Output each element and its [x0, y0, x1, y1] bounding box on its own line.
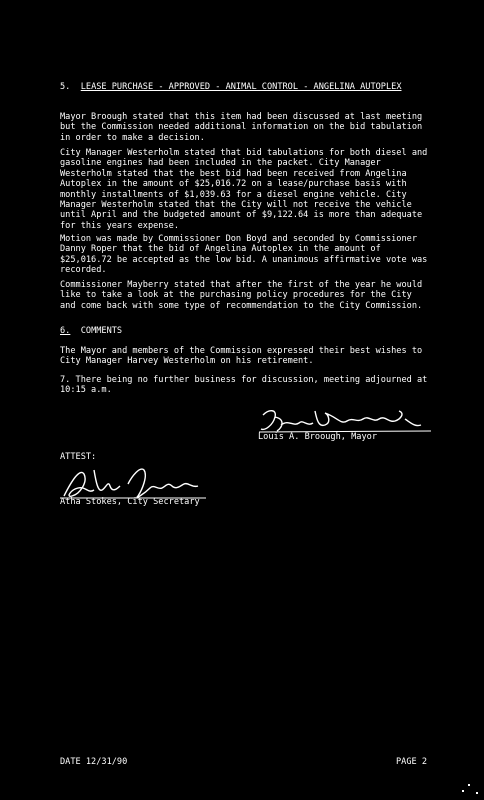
- section-6-heading: [60, 326, 432, 336]
- scan-speck: [468, 784, 470, 786]
- footer-page-number: PAGE 2: [396, 757, 428, 767]
- mayor-name: Louis A. Broough, Mayor: [258, 432, 377, 442]
- section-5-heading: [60, 82, 432, 92]
- section-5-title: LEASE PURCHASE - APPROVED - ANIMAL CONTROL - ANGELINA AUTOPLEX: [80, 82, 402, 92]
- section-5-number: 5.: [60, 82, 71, 92]
- paragraph-mayor-statement: Mayor Broough stated that this item had been discussed at last meeting but the Commission needed additional information on the bid tabulation in order to make a decision.: [60, 112, 428, 143]
- attest-label: ATTEST:: [60, 452, 97, 462]
- paragraph-comments: The Mayor and members of the Commission expressed their best wishes to City Manager Harvey Westerholm on his retirement.: [60, 346, 428, 367]
- paragraph-motion: Motion was made by Commissioner Don Boyd and seconded by Commissioner Danny Roper that the bid of Angelina Autoplex in the amount of $25,016.72 be accepted as the low bid. A unanimous affirmative vote was recorded.: [60, 234, 433, 276]
- paragraph-commissioner-mayberry: Commissioner Mayberry stated that after the first of the year he would like to take a look at the purchasing policy procedures for the City and come back with some type of recommendation to the City Commission.: [60, 280, 428, 311]
- scan-speck: [476, 792, 478, 794]
- paragraph-city-manager: City Manager Westerholm stated that bid tabulations for both diesel and gasoline engines had been included in the packet. City Manager Westerholm stated that the best bid had been received from Angelina Autoplex in the amount of $25,016.72 on a lease/purchase basis with monthly installments of $1,039.63 for a diesel engine vehicle. City Manager Westerholm stated that the City will not receive the vehicle until April and the budgeted amount of $9,122.64 is more than adequate for this years expense.: [60, 148, 433, 231]
- secretary-name: Atha Stokes, City Secretary: [60, 497, 200, 507]
- scan-speck: [462, 790, 464, 792]
- footer-date: DATE 12/31/90: [60, 757, 128, 767]
- section-6-title: COMMENTS: [80, 326, 123, 336]
- paragraph-adjourn: 7. There being no further business for discussion, meeting adjourned at 10:15 a.m.: [60, 375, 433, 396]
- section-6-number: 6.: [60, 326, 71, 336]
